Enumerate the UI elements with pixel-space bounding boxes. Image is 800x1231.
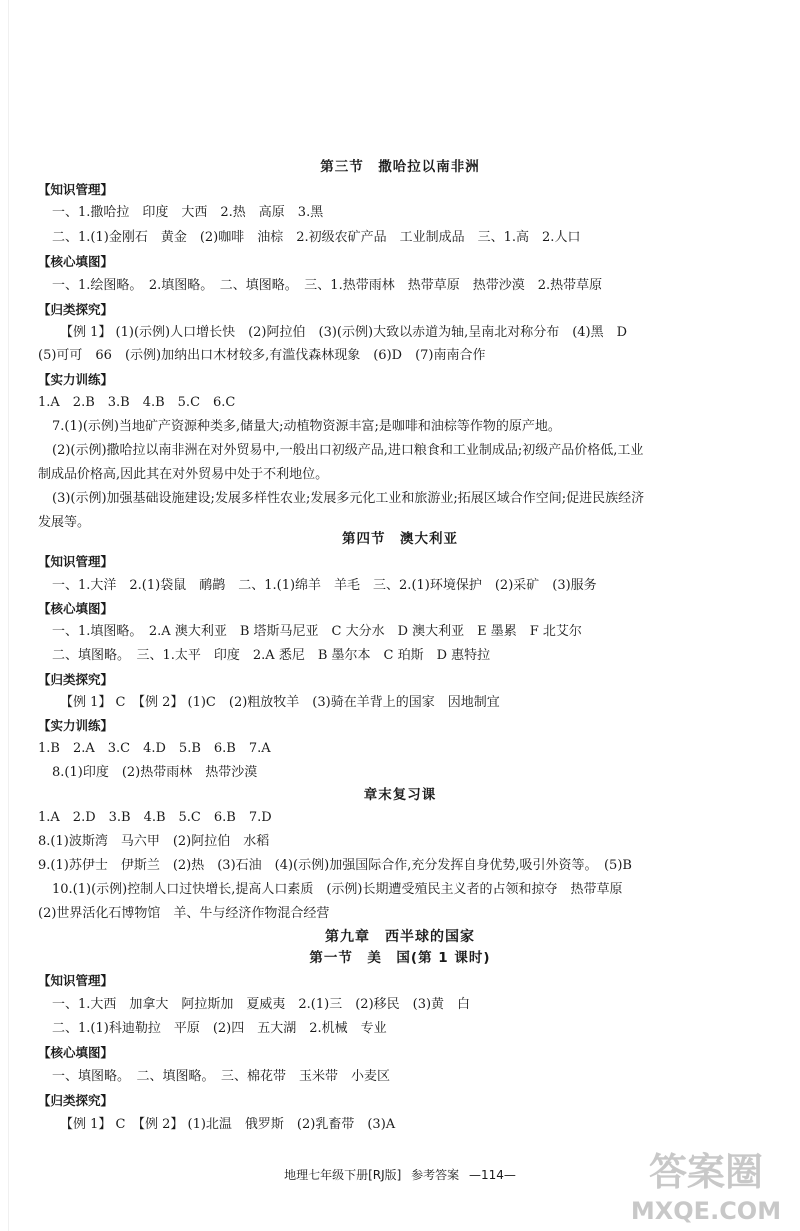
label-map-fill: 【核心填图】 (38, 1045, 114, 1060)
watermark-mark: 答案圈 (648, 1150, 764, 1194)
page-margin-line (8, 0, 9, 1231)
label-practice: 【实力训练】 (38, 372, 114, 387)
section-title: 第四节 澳大利亚 (342, 531, 458, 547)
footer-book: 地理七年级下册[RJ版] (284, 1168, 402, 1182)
label-practice: 【实力训练】 (38, 718, 114, 733)
answer-line: 7.(1)(示例)当地矿产资源种类多,储量大;动植物资源丰富;是咖啡和油棕等作物的原产地。 (52, 419, 561, 434)
label-knowledge: 【知识管理】 (38, 973, 114, 988)
answer-line: 一、填图略。 二、填图略。 三、棉花带 玉米带 小麦区 (52, 1069, 391, 1084)
answer-line: 一、1.绘图略。 2.填图略。 二、填图略。 三、1.热带雨林 热带草原 热带沙漠 2.热带草原 (52, 278, 603, 293)
answer-line: 一、1.填图略。 2.A 澳大利亚 B 塔斯马尼亚 C 大分水 D 澳大利亚 E 墨累 F 北艾尔 (52, 624, 582, 639)
answer-line: 8.(1)波斯湾 马六甲 (2)阿拉伯 水稻 (38, 834, 270, 849)
section-title: 第一节 美 国(第 1 课时) (309, 950, 491, 966)
section-title: 第三节 撒哈拉以南非洲 (320, 159, 480, 175)
answer-line: 【例 1】 C 【例 2】 (1)北温 俄罗斯 (2)乳畜带 (3)A (60, 1117, 396, 1132)
answer-line: (2)世界活化石博物馆 羊、牛与经济作物混合经营 (38, 906, 330, 921)
label-explore: 【归类探究】 (38, 1093, 114, 1108)
answer-line: (3)(示例)加强基础设施建设;发展多样性农业;发展多元化工业和旅游业;拓展区域合作空间;促进民族经济 (52, 491, 645, 506)
answer-line: 一、1.撒哈拉 印度 大西 2.热 高原 3.黑 (52, 205, 324, 220)
answer-line: (5)可可 66 (示例)加纳出口木材较多,有滥伐森林现象 (6)D (7)南南合作 (38, 348, 486, 363)
label-map-fill: 【核心填图】 (38, 601, 114, 616)
section-title: 章末复习课 (363, 787, 437, 803)
footer-page-number: —114— (469, 1168, 516, 1182)
answer-line: 【例 1】 (1)(示例)人口增长快 (2)阿拉伯 (3)(示例)大致以赤道为轴,呈南北对称分布 (4)黑 D (60, 325, 628, 340)
answer-line: 1.B 2.A 3.C 4.D 5.B 6.B 7.A (38, 741, 271, 756)
footer-ref: 参考答案 (411, 1168, 460, 1182)
label-map-fill: 【核心填图】 (38, 254, 114, 269)
answer-line: 一、1.大西 加拿大 阿拉斯加 夏威夷 2.(1)三 (2)移民 (3)黄 白 (52, 997, 471, 1012)
answer-line: 二、填图略。 三、1.太平 印度 2.A 悉尼 B 墨尔本 C 珀斯 D 惠特拉 (52, 648, 491, 663)
answer-line: 8.(1)印度 (2)热带雨林 热带沙漠 (52, 765, 258, 780)
watermark-logo (626, 1135, 786, 1227)
answer-line: 发展等。 (38, 515, 91, 530)
label-explore: 【归类探究】 (38, 672, 114, 687)
answer-line: 二、1.(1)金刚石 黄金 (2)咖啡 油棕 2.初级农矿产品 工业制成品 三、1.高 2.人口 (52, 230, 581, 245)
answer-line: 制成品价格高,因此其在对外贸易中处于不利地位。 (38, 467, 329, 482)
label-explore: 【归类探究】 (38, 302, 114, 317)
chapter-title: 第九章 西半球的国家 (325, 929, 475, 945)
label-knowledge: 【知识管理】 (38, 554, 114, 569)
answer-line: 【例 1】 C 【例 2】 (1)C (2)粗放牧羊 (3)骑在羊背上的国家 因地制宜 (60, 695, 500, 710)
answer-line: 1.A 2.B 3.B 4.B 5.C 6.C (38, 395, 236, 410)
label-knowledge: 【知识管理】 (38, 182, 114, 197)
answer-line: (2)(示例)撒哈拉以南非洲在对外贸易中,一般出口初级产品,进口粮食和工业制成品;初级产品价格低,工业 (52, 443, 644, 458)
answer-line: 10.(1)(示例)控制人口过快增长,提高人口素质 (示例)长期遭受殖民主义者的占领和掠夺 热带草原 (52, 882, 623, 897)
answer-line: 9.(1)苏伊士 伊斯兰 (2)热 (3)石油 (4)(示例)加强国际合作,充分发挥自身优势,吸引外资等。 (5)B (38, 858, 632, 873)
answer-line: 二、1.(1)科迪勒拉 平原 (2)四 五大湖 2.机械 专业 (52, 1021, 387, 1036)
answer-line: 一、1.大洋 2.(1)袋鼠 鸸鹋 二、1.(1)绵羊 羊毛 三、2.(1)环境保护 (2)采矿 (3)服务 (52, 578, 597, 593)
answer-line: 1.A 2.D 3.B 4.B 5.C 6.B 7.D (38, 810, 272, 825)
watermark-url: MXQE.COM (630, 1197, 782, 1225)
